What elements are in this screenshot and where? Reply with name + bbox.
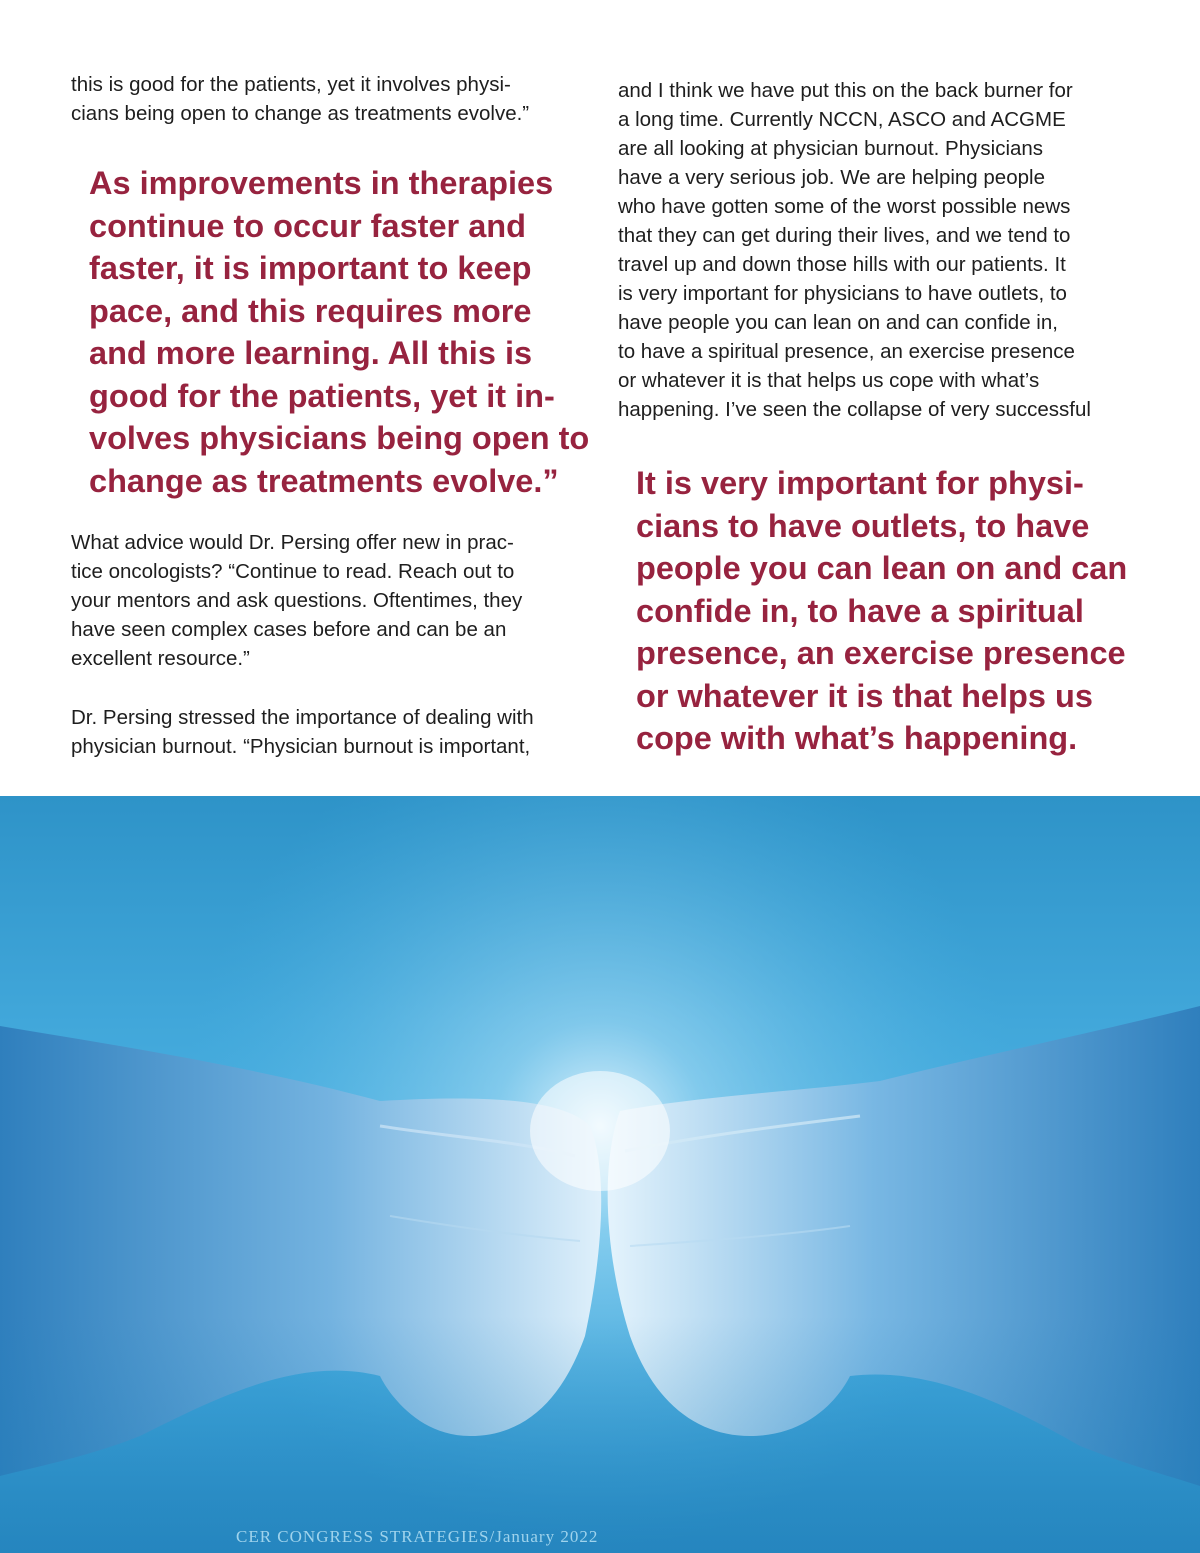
- photo-illustration: [0, 796, 1200, 1553]
- text-line: a long time. Currently NCCN, ASCO and ACGME: [618, 108, 1066, 131]
- text-line: to have a spiritual presence, an exercise presence: [618, 340, 1075, 363]
- text-line: What advice would Dr. Persing offer new in prac-: [71, 531, 514, 554]
- pull-quote-line: confide in, to have a spiritual: [636, 592, 1084, 629]
- text-line: or whatever it is that helps us cope with what’s: [618, 369, 1040, 392]
- pull-quote-line: good for the patients, yet it in-: [89, 377, 555, 414]
- text-line: have people you can lean on and can confide in,: [618, 311, 1058, 334]
- text-line: happening. I’ve seen the collapse of very successful: [618, 398, 1091, 421]
- pull-quote-line: It is very important for physi-: [636, 465, 1084, 501]
- text-line: have a very serious job. We are helping people: [618, 166, 1045, 189]
- text-line: Dr. Persing stressed the importance of dealing with: [71, 706, 534, 729]
- text-line: your mentors and ask questions. Oftentimes, they: [71, 589, 523, 612]
- bottom-shade: [0, 1316, 1200, 1553]
- text-line: have seen complex cases before and can be an: [71, 618, 507, 641]
- pull-quote-line: pace, and this requires more: [89, 292, 532, 329]
- text-line: this is good for the patients, yet it involves physi-: [71, 73, 511, 96]
- pull-quote-line: people you can lean on and can: [636, 550, 1128, 586]
- pull-quote-line: cians to have outlets, to have: [636, 507, 1090, 544]
- pull-quote-line: change as treatments evolve.”: [89, 462, 559, 499]
- pull-quote-right: [636, 462, 1127, 760]
- pull-quote-left: [89, 162, 589, 502]
- pull-quote-line: volves physicians being open to: [89, 420, 590, 456]
- text-line: that they can get during their lives, and we tend to: [618, 224, 1071, 247]
- text-line: are all looking at physician burnout. Physicians: [618, 137, 1044, 160]
- contact-light-flare: [530, 1071, 670, 1191]
- text-line: tice oncologists? “Continue to read. Reach out to: [71, 560, 515, 583]
- pull-quote-line: faster, it is important to keep: [89, 250, 532, 286]
- pull-quote-line: continue to occur faster and: [89, 207, 527, 244]
- pull-quote-line: As improvements in therapies: [89, 165, 554, 201]
- pull-quote-line: and more learning. All this is: [89, 335, 533, 371]
- text-line: travel up and down those hills with our patients. It: [618, 253, 1066, 276]
- text-line: who have gotten some of the worst possible news: [618, 195, 1071, 218]
- advice-paragraph: [71, 528, 522, 673]
- text-line: is very important for physicians to have outlets, to: [618, 282, 1067, 305]
- gloved-fist-bump-photo: [0, 796, 1200, 1553]
- text-line: excellent resource.”: [71, 647, 250, 670]
- text-line: physician burnout. “Physician burnout is important,: [71, 735, 531, 758]
- text-line: cians being open to change as treatments evolve.”: [71, 102, 530, 125]
- left-column-continuation: [71, 70, 529, 128]
- right-column-paragraph: [618, 76, 1091, 424]
- page-footer: CER CONGRESS STRATEGIES/January 2022: [236, 1527, 599, 1546]
- pull-quote-line: cope with what’s happening.: [636, 720, 1078, 756]
- burnout-paragraph: [71, 703, 534, 761]
- text-line: and I think we have put this on the back burner for: [618, 79, 1073, 102]
- pull-quote-line: presence, an exercise presence: [636, 635, 1126, 671]
- pull-quote-line: or whatever it is that helps us: [636, 677, 1093, 714]
